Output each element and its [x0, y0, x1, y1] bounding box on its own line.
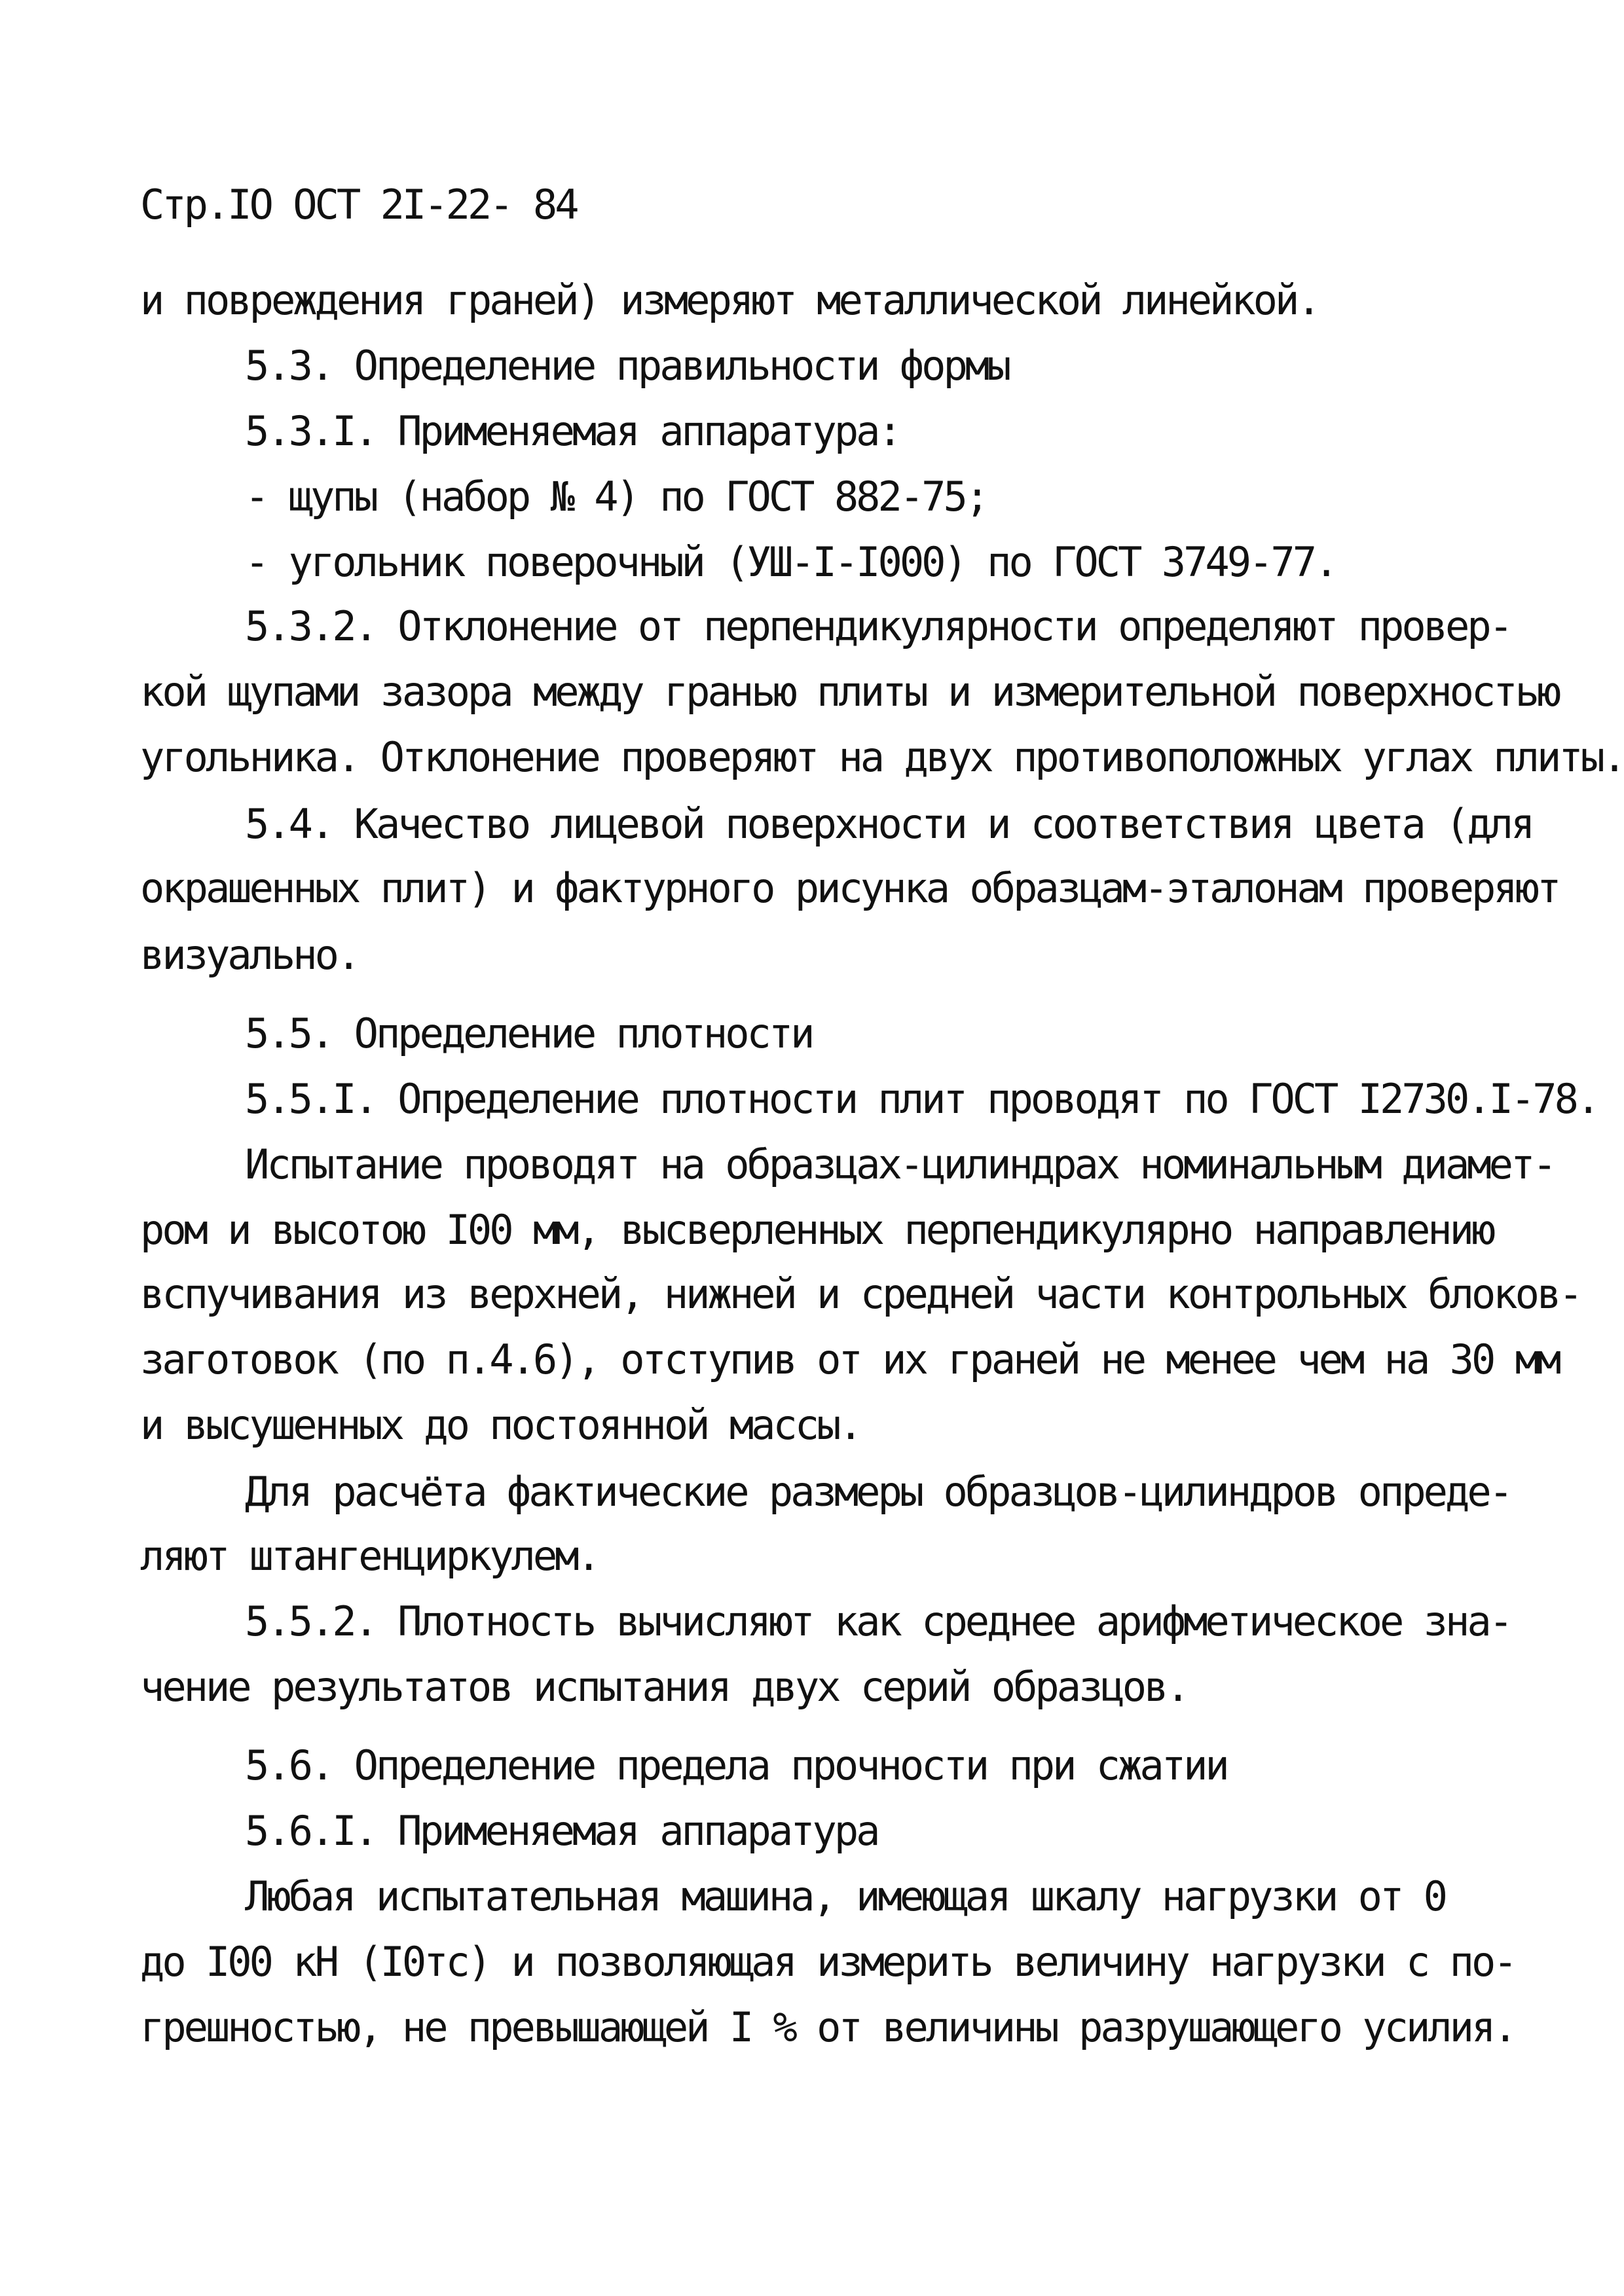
text-line: 5.5.2. Плотность вычисляют как среднее арифметическое зна-: [245, 1597, 1511, 1645]
subsection-heading: 5.3.I. Применяемая аппаратура:: [245, 407, 900, 455]
text-line: чение результатов испытания двух серий образцов.: [140, 1663, 1188, 1711]
text-line: Любая испытательная машина, имеющая шкалу нагрузки от 0: [245, 1872, 1445, 1920]
text-line: и повреждения граней) измеряют металлической линейкой.: [140, 276, 1319, 324]
text-line: 5.3.2. Отклонение от перпендикулярности определяют провер-: [245, 602, 1511, 650]
list-item: - угольник поверочный (УШ-I-I000) по ГОСТ 3749-77.: [245, 538, 1337, 586]
page-header: Стр.IO ОСТ 2I-22- 84: [140, 181, 577, 228]
subsection-heading: 5.6.I. Применяемая аппаратура: [245, 1807, 878, 1855]
text-line: Испытание проводят на образцах-цилиндрах номинальным диамет-: [245, 1140, 1555, 1188]
text-line: 5.5.I. Определение плотности плит проводят по ГОСТ I2730.I-78.: [245, 1075, 1598, 1123]
text-line: угольника. Отклонение проверяют на двух противоположных углах плиты.: [140, 733, 1624, 781]
text-line: ляют штангенциркулем.: [140, 1532, 599, 1580]
text-line: грешностью, не превышающей I % от величины разрушающего усилия.: [140, 2003, 1515, 2051]
text-line: кой щупами зазора между гранью плиты и измерительной поверхностью: [140, 668, 1559, 716]
section-heading: 5.6. Определение предела прочности при сжатии: [245, 1741, 1227, 1789]
section-heading: 5.5. Определение плотности: [245, 1010, 813, 1057]
text-line: вспучивания из верхней, нижней и средней части контрольных блоков-: [140, 1270, 1581, 1318]
text-line: визуально.: [140, 931, 359, 979]
text-line: до I00 кН (I0тс) и позволяющая измерить величину нагрузки с по-: [140, 1938, 1515, 1986]
section-heading: 5.3. Определение правильности формы: [245, 342, 1009, 390]
text-line: 5.4. Качество лицевой поверхности и соответствия цвета (для: [245, 800, 1533, 848]
list-item: - щупы (набор № 4) по ГОСТ 882-75;: [245, 473, 987, 520]
text-line: и высушенных до постоянной массы.: [140, 1401, 860, 1449]
text-line: ром и высотою I00 мм, высверленных перпендикулярно направлению: [140, 1206, 1494, 1254]
text-line: заготовок (по п.4.6), отступив от их граней не менее чем на 30 мм: [140, 1336, 1559, 1383]
text-line: Для расчёта фактические размеры образцов-цилиндров опреде-: [245, 1468, 1511, 1516]
text-line: окрашенных плит) и фактурного рисунка образцам-эталонам проверяют: [140, 864, 1559, 912]
